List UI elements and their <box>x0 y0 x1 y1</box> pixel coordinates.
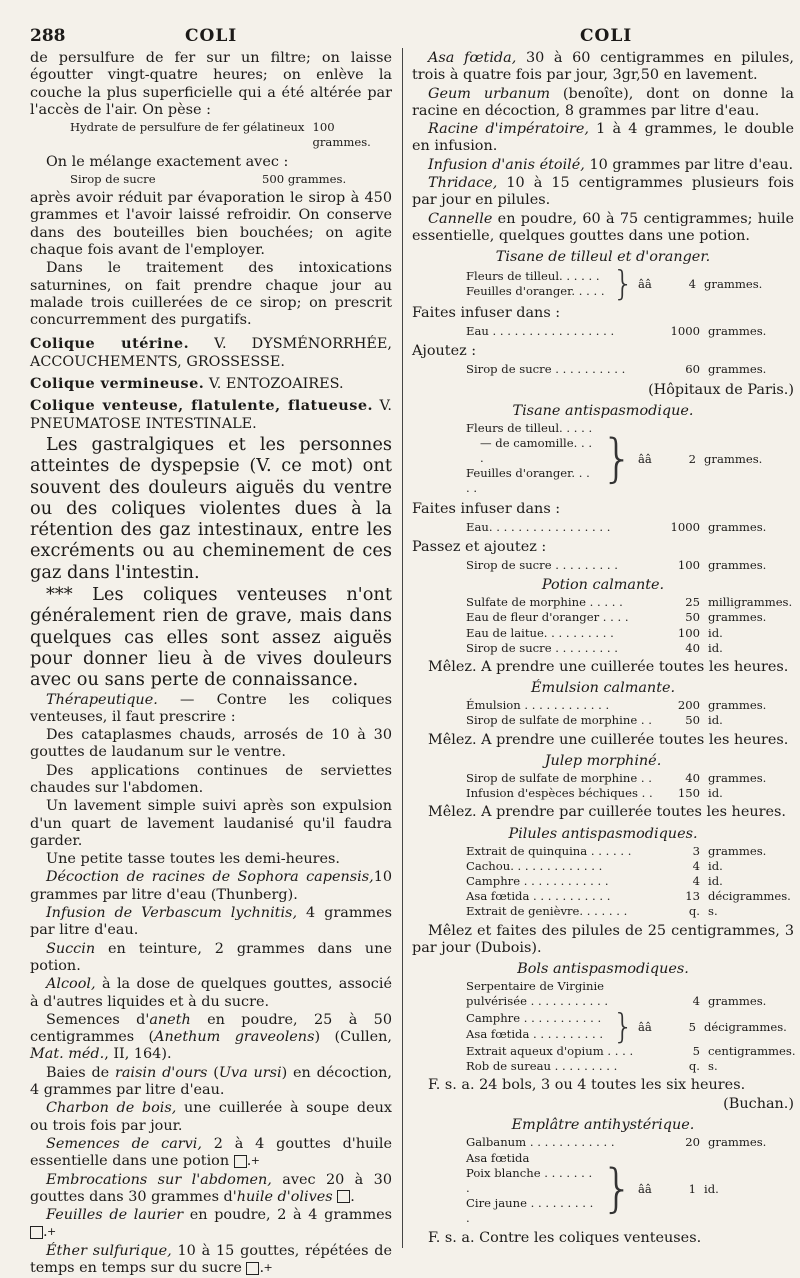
paragraph: Dans le traitement des intoxications saturnines, on fait prendre chaque jour au malade trois cuillerées de ce sirop; on prescrit concurremment des purgatifs. <box>30 260 392 329</box>
paragraph <box>30 941 392 976</box>
ingredient-unit: milligrammes. <box>708 595 793 610</box>
italic-term: Semences de carvi, <box>46 1135 202 1152</box>
paragraph <box>30 869 392 904</box>
paragraph: Embrocations sur l'abdomen, avec 20 à 30 gouttes dans 30 grammes d'huile d'olives . <box>30 1171 392 1205</box>
recipe <box>412 1135 794 1226</box>
ingredient-name: Camphre . . . . . . . . . . . . <box>466 874 609 889</box>
paragraph: Des cataplasmes chauds, arrosés de 10 à 30 gouttes de laudanum sur le ventre. <box>30 727 392 761</box>
entry-ref: V. DYSMÉNORRHÉE, ACCOUCHEMENTS, GROSSESSE. <box>30 336 392 370</box>
brace-group <box>466 264 788 305</box>
recipe-line <box>466 595 793 610</box>
running-head-left: COLI <box>185 26 238 46</box>
ingredient-qty: 100 <box>677 557 700 572</box>
ingredient-name: Sirop de sucre . . . . . . . . . . <box>466 362 626 377</box>
ingredient-name: Rob de sureau . . . . . . . . . <box>466 1058 618 1073</box>
ana-mark: ââ <box>638 1019 652 1034</box>
recipe <box>412 558 794 573</box>
ingredient-qty: 4 <box>692 994 700 1009</box>
text: ) en décoction, 4 grammes par litre d'eau. <box>30 1064 392 1099</box>
ingredient-unit: décigrammes. <box>708 889 791 904</box>
recipe-title: Emplâtre antihystérique. <box>511 1117 695 1134</box>
paragraph <box>30 692 392 727</box>
empty-box-icon <box>337 1190 350 1203</box>
paragraph: Une petite tasse toutes les demi-heures. <box>46 851 340 868</box>
ingredient-qty: 4 <box>688 277 696 292</box>
ingredient-unit: id. <box>704 1181 719 1196</box>
ana-mark: ââ <box>638 1181 652 1196</box>
recipe-line <box>466 874 788 889</box>
italic-term: Embrocations sur l'abdomen, <box>46 1171 272 1188</box>
ingredient-name: Feuilles d'oranger. . . . . <box>466 466 590 496</box>
entry-ref: V. PNEUMATOSE INTESTINALE. <box>30 398 392 432</box>
italic-term: Anethum graveolens <box>154 1029 315 1046</box>
ingredient-name: Eau de fleur d'oranger . . . . <box>466 610 629 625</box>
ingredient-qty: 4 <box>692 858 700 873</box>
ingredient-name: Fleurs de tilleul. . . . . <box>466 420 593 435</box>
ingredient-name: Extrait de genièvre. . . . . . . <box>466 904 628 919</box>
ingredient-name: Sulfate de morphine . . . . . <box>466 595 623 610</box>
paragraph: Éther sulfurique, 10 à 15 gouttes, répétées de temps en temps sur du sucre +. <box>30 1242 392 1277</box>
paragraph <box>412 86 794 121</box>
recipe-line <box>466 786 788 801</box>
paragraph <box>412 50 794 85</box>
paragraph: Un lavement simple suivi après son expulsion d'un quart de lavement laudanisé qu'il faudra garder. <box>30 798 392 849</box>
text: en poudre, 60 à 75 centigrammes; huile essentielle, quelques gouttes dans une potion. <box>412 210 794 244</box>
italic-term: Décoction de racines de Sophora capensis, <box>46 869 374 886</box>
ingredient-name: Eau . . . . . . . . . . . . . . . . . <box>466 324 615 339</box>
recipe-line <box>466 859 788 874</box>
text: 30 à 60 centigrammes en pilules, trois à quatre fois par jour, 3gr,50 en lavement. <box>412 50 794 84</box>
text: 10 grammes par litre d'eau. <box>584 156 794 173</box>
paragraph <box>30 1065 392 1100</box>
entry-term: Colique venteuse, flatulente, flatueuse. <box>30 397 374 415</box>
running-head-right: COLI <box>580 26 633 46</box>
recipe-line <box>30 172 392 187</box>
brace-group <box>466 1006 788 1047</box>
brace-group <box>466 421 788 497</box>
text: — Contre les coliques venteuses, il faut prescrire : <box>30 691 392 725</box>
text: à la dose de quelques gouttes, associé à d'autres liquides et à du sucre. <box>30 976 392 1010</box>
ingredient-name: Émulsion . . . . . . . . . . . . <box>466 698 610 713</box>
entry-term: Colique utérine. <box>30 335 190 353</box>
ingredient-name: Asa fœtida <box>466 1150 530 1165</box>
ingredient-qty: 150 <box>677 786 700 801</box>
ingredient-qty: 50 <box>685 610 700 625</box>
ingredient-name: Sirop de sucre . . . . . . . . . <box>466 640 618 655</box>
recipe-line <box>466 641 788 656</box>
paragraph: après avoir réduit par évaporation le sirop à 450 grammes et l'avoir laissé refroidir. On conserve dans des bouteilles bien bouchées; on agite chaque fois avant de l'employer. <box>30 190 392 258</box>
recipe-source: (Buchan.) <box>723 1096 794 1113</box>
ingredient-unit: s. <box>708 1058 718 1073</box>
text: Baies de <box>46 1064 115 1081</box>
paragraph: Les gastralgiques et les personnes atteintes de dyspepsie (V. ce mot) ont souvent des douleurs aiguës du ventre ou des coliques violentes dues à la rétention des gaz intestinaux, entre les excréments ou au cheminement de ces gaz dans l'intestin. <box>30 433 392 583</box>
ingredient-name: Sirop de sulfate de morphine . . <box>466 713 652 728</box>
recipe-title: Pilules antispasmodiques. <box>508 825 698 842</box>
italic-term: Thridace, <box>428 175 498 192</box>
paragraph: *** Les coliques venteuses n'ont généralement rien de grave, mais dans quelques cas elles sont assez aiguës pour donner lieu à de vives douleurs avec ou sans perte de connaissance. <box>30 584 392 691</box>
ingredient-unit: grammes. <box>704 451 763 466</box>
ingredient-qty: 4 <box>692 874 700 889</box>
text: en poudre, 25 à 50 centigrammes ( <box>30 1011 392 1046</box>
recipe <box>412 771 794 801</box>
ingredient-qty: q. <box>688 904 700 919</box>
ingredient-qty: 3 <box>692 843 700 858</box>
ingredient-unit: grammes. <box>708 610 767 625</box>
brace-icon: } <box>600 428 634 489</box>
ingredient-unit: grammes. <box>704 277 763 292</box>
ingredient-unit: grammes. <box>708 519 767 534</box>
recipe-line <box>466 713 788 728</box>
plus-box-icon: + <box>234 1155 247 1168</box>
italic-term: Racine d'impératoire, <box>428 121 589 138</box>
ingredient-name: Poix blanche . . . . . . . . <box>466 1165 593 1195</box>
ingredient-qty: 60 <box>685 362 700 377</box>
entry-heading <box>30 335 392 371</box>
ingredient-qty: 100 grammes. <box>312 120 371 150</box>
recipe <box>412 421 794 497</box>
right-column <box>412 50 794 1248</box>
ingredient-name: Extrait de quinquina . . . . . . <box>466 843 632 858</box>
recipe-instruction: Passez et ajoutez : <box>412 538 547 555</box>
ingredient-qty: 20 <box>685 1135 700 1150</box>
ana-mark: ââ <box>638 451 652 466</box>
paragraph <box>412 211 794 246</box>
ingredient-unit: grammes. <box>708 324 767 339</box>
italic-term: Feuilles de laurier <box>46 1207 184 1224</box>
ingredient-name: Feuilles d'oranger. . . . . <box>466 284 605 299</box>
ingredient-name: Asa fœtida . . . . . . . . . . . <box>466 889 611 904</box>
recipe-instruction: Mêlez. A prendre par cuillerée toutes les heures. <box>428 804 786 821</box>
ingredient-name: Extrait aqueux d'opium . . . . <box>466 1043 634 1058</box>
text: une cuillerée à soupe deux ou trois fois par jour. <box>30 1100 392 1134</box>
ingredient-name: Sirop de sulfate de morphine . . <box>466 770 652 785</box>
recipe-line <box>466 844 788 859</box>
italic-term: Cannelle <box>428 210 493 227</box>
ingredient-qty: 5 <box>688 1019 696 1034</box>
ingredient-name: Cire jaune . . . . . . . . . . <box>466 1196 594 1226</box>
ingredient-unit: id. <box>708 858 723 873</box>
entry-ref: V. ENTOZOAIRES. <box>204 376 344 393</box>
recipe-title: Tisane de tilleul et d'oranger. <box>495 249 711 266</box>
ingredient-unit: grammes. <box>708 1135 767 1150</box>
italic-term: Charbon de bois, <box>46 1100 177 1117</box>
recipe <box>412 844 794 920</box>
ingredient-name: — de camomille. . . . <box>480 435 593 466</box>
ingredient-unit: centigrammes. <box>708 1043 796 1058</box>
italic-term: Infusion de Verbascum lychnitis, <box>46 905 298 922</box>
recipe-line <box>466 698 788 713</box>
paragraph: On le mélange exactement avec : <box>46 153 289 170</box>
ingredient-qty: 100 <box>677 625 700 640</box>
ingredient-qty: 1 <box>688 1181 696 1196</box>
recipe-line <box>466 1059 788 1074</box>
ingredient-name: Galbanum . . . . . . . . . . . . <box>466 1135 615 1150</box>
recipe <box>412 979 794 1074</box>
recipe <box>412 698 794 728</box>
ingredient-unit: décigrammes. <box>704 1019 787 1034</box>
ingredient-name: Hydrate de persulfure de fer gélatineux <box>70 120 305 135</box>
text: 2 à 4 gouttes d'huile essentielle dans une potion <box>30 1135 392 1170</box>
page-header <box>0 26 800 52</box>
italic-term: Succin <box>46 940 96 957</box>
left-column <box>30 50 392 1278</box>
brace-icon: } <box>612 264 634 305</box>
paragraph: de persulfure de fer sur un filtre; on laisse égoutter vingt-quatre heures; on enlève la couche la plus superficielle qui a été altérée par l'accès de l'air. On pèse : <box>30 50 392 118</box>
recipe-instruction: Mêlez. A prendre une cuillerée toutes les heures. <box>428 658 789 675</box>
recipe <box>412 362 794 377</box>
italic-term: Uva ursi <box>218 1064 282 1081</box>
ingredient-qty: q. <box>688 1058 700 1073</box>
entry-heading <box>30 397 392 433</box>
recipe-line <box>466 889 791 904</box>
recipe-title: Bols antispasmodiques. <box>517 961 689 978</box>
recipe-instruction: Faites infuser dans : <box>412 500 561 517</box>
text: 4 grammes par litre d'eau. <box>30 905 393 939</box>
brace-icon: } <box>600 1158 634 1219</box>
recipe <box>412 324 794 339</box>
ingredient-name: Camphre . . . . . . . . . . . <box>466 1011 602 1026</box>
text: 10 à 15 centigrammes plusieurs fois par jour en pilules. <box>412 175 794 209</box>
ingredient-name: Eau de laitue. . . . . . . . . . <box>466 625 614 640</box>
ingredient-qty: 25 <box>685 595 700 610</box>
entry-heading <box>30 375 392 393</box>
ingredient-unit: grammes. <box>708 770 767 785</box>
ingredient-name: Infusion d'espèces béchiques . . <box>466 786 653 801</box>
italic-term: Asa fœtida, <box>428 50 517 66</box>
paragraph <box>412 175 794 210</box>
recipe-instruction: Mêlez. A prendre une cuillerée toutes les heures. <box>428 731 789 748</box>
ingredient-name: Eau. . . . . . . . . . . . . . . . . <box>466 519 611 534</box>
ingredient-qty: 200 <box>677 698 700 713</box>
text: ( <box>207 1064 219 1081</box>
ingredient-unit: s. <box>708 904 718 919</box>
ingredient-unit: grammes. <box>708 994 767 1009</box>
recipe-line <box>30 120 392 150</box>
ingredient-qty: 500 grammes. <box>262 171 347 186</box>
italic-term: Éther sulfurique, <box>46 1242 172 1259</box>
text: ) (Cullen, <box>314 1029 392 1046</box>
ingredient-unit: id. <box>708 713 723 728</box>
ingredient-qty: 5 <box>692 1043 700 1058</box>
ingredient-unit: grammes. <box>708 843 767 858</box>
recipe-source: (Hôpitaux de Paris.) <box>648 381 794 398</box>
recipe-instruction: Mêlez et faites des pilules de 25 centigrammes, 3 par jour (Dubois). <box>412 922 794 956</box>
recipe <box>412 520 794 535</box>
ingredient-unit: id. <box>708 625 723 640</box>
column-divider <box>402 48 403 1248</box>
recipe-line <box>466 904 788 919</box>
recipe-instruction: Faites infuser dans : <box>412 305 561 322</box>
recipe-line <box>466 1043 796 1059</box>
recipe-line <box>466 771 788 786</box>
ingredient-name: Fleurs de tilleul. . . . . . <box>466 269 600 284</box>
italic-term: aneth <box>149 1011 191 1028</box>
italic-term: Alcool, <box>46 976 96 993</box>
recipe-instruction: F. s. a. Contre les coliques venteuses. <box>428 1229 702 1246</box>
ingredient-qty: 1000 <box>670 324 700 339</box>
ingredient-name: Cachou. . . . . . . . . . . . . <box>466 858 603 873</box>
ingredient-unit: id. <box>708 786 723 801</box>
italic-term: Mat. méd. <box>30 1046 105 1063</box>
entry-term: Colique vermineuse. <box>30 375 205 393</box>
text: en poudre, 2 à 4 grammes <box>183 1207 392 1224</box>
recipe-instruction: Ajoutez : <box>412 343 477 360</box>
italic-term: huile d'olives <box>236 1188 333 1205</box>
ingredient-name: Asa fœtida . . . . . . . . . . <box>466 1026 604 1041</box>
recipe-title: Julep morphiné. <box>544 752 662 769</box>
brace-icon: } <box>612 1006 634 1047</box>
italic-term: Thérapeutique. <box>46 691 158 708</box>
text: Semences d' <box>46 1011 150 1028</box>
ingredient-qty: 1000 <box>670 519 700 534</box>
ingredient-qty: 40 <box>685 640 700 655</box>
paragraph <box>30 976 392 1011</box>
recipe-title: Émulsion calmante. <box>530 680 676 697</box>
ingredient-name: Sirop de sucre <box>70 171 156 186</box>
italic-term: raisin d'ours <box>114 1064 208 1081</box>
ingredient-qty: 13 <box>685 889 700 904</box>
paragraph <box>412 121 794 156</box>
ingredient-qty: 2 <box>688 451 696 466</box>
paragraph: Semences de carvi, 2 à 4 gouttes d'huile essentielle dans une potion +. <box>30 1135 392 1170</box>
ana-mark: ââ <box>638 277 652 292</box>
text: , II, 164). <box>104 1046 172 1063</box>
brace-group <box>466 1151 788 1227</box>
recipe-instruction: F. s. a. 24 bols, 3 ou 4 toutes les six heures. <box>428 1077 746 1094</box>
ingredient-qty: 50 <box>685 713 700 728</box>
ingredient-unit: grammes. <box>708 557 767 572</box>
recipe-title: Tisane antispasmodique. <box>512 402 694 419</box>
italic-term: Infusion d'anis étoilé, <box>428 156 585 173</box>
ingredient-unit: id. <box>708 640 723 655</box>
page-number: 288 <box>30 26 66 46</box>
paragraph <box>30 1100 392 1135</box>
text: (benoîte), dont on donne la racine en décoction, 8 grammes par litre d'eau. <box>412 85 794 119</box>
plus-box-icon: + <box>246 1262 259 1275</box>
text: 10 à 15 gouttes, répétées de temps en temps sur du sucre <box>30 1242 392 1277</box>
text: 10 grammes par litre d'eau (Thunberg). <box>30 869 392 903</box>
paragraph <box>412 157 794 174</box>
ingredient-unit: grammes. <box>708 362 767 377</box>
text: avec 20 à 30 gouttes dans 30 grammes d' <box>30 1171 392 1205</box>
recipe-line <box>466 979 788 1009</box>
italic-term: Geum urbanum <box>428 85 550 102</box>
text: en teinture, 2 grammes dans une potion. <box>30 940 392 974</box>
paragraph <box>30 905 392 940</box>
recipe <box>412 595 794 656</box>
paragraph: Des applications continues de serviettes chaudes sur l'abdomen. <box>30 762 392 796</box>
text: 1 à 4 grammes, le double en infusion. <box>412 121 794 155</box>
recipe-title: Potion calmante. <box>541 577 665 594</box>
ingredient-name: Serpentaire de Virginie pulvérisée . . . . . . . . . . . <box>466 979 609 1009</box>
ingredient-unit: id. <box>708 874 723 889</box>
paragraph: Feuilles de laurier en poudre, 2 à 4 grammes +. <box>30 1207 392 1242</box>
paragraph <box>30 1012 392 1064</box>
recipe-line <box>466 610 788 625</box>
recipe-line <box>466 1135 788 1150</box>
plus-box-icon: + <box>30 1226 43 1239</box>
ingredient-name: Sirop de sucre . . . . . . . . . <box>466 557 618 572</box>
recipe <box>412 264 794 305</box>
ingredient-qty: 40 <box>685 770 700 785</box>
ingredient-unit: grammes. <box>708 698 767 713</box>
recipe-line <box>466 626 788 641</box>
